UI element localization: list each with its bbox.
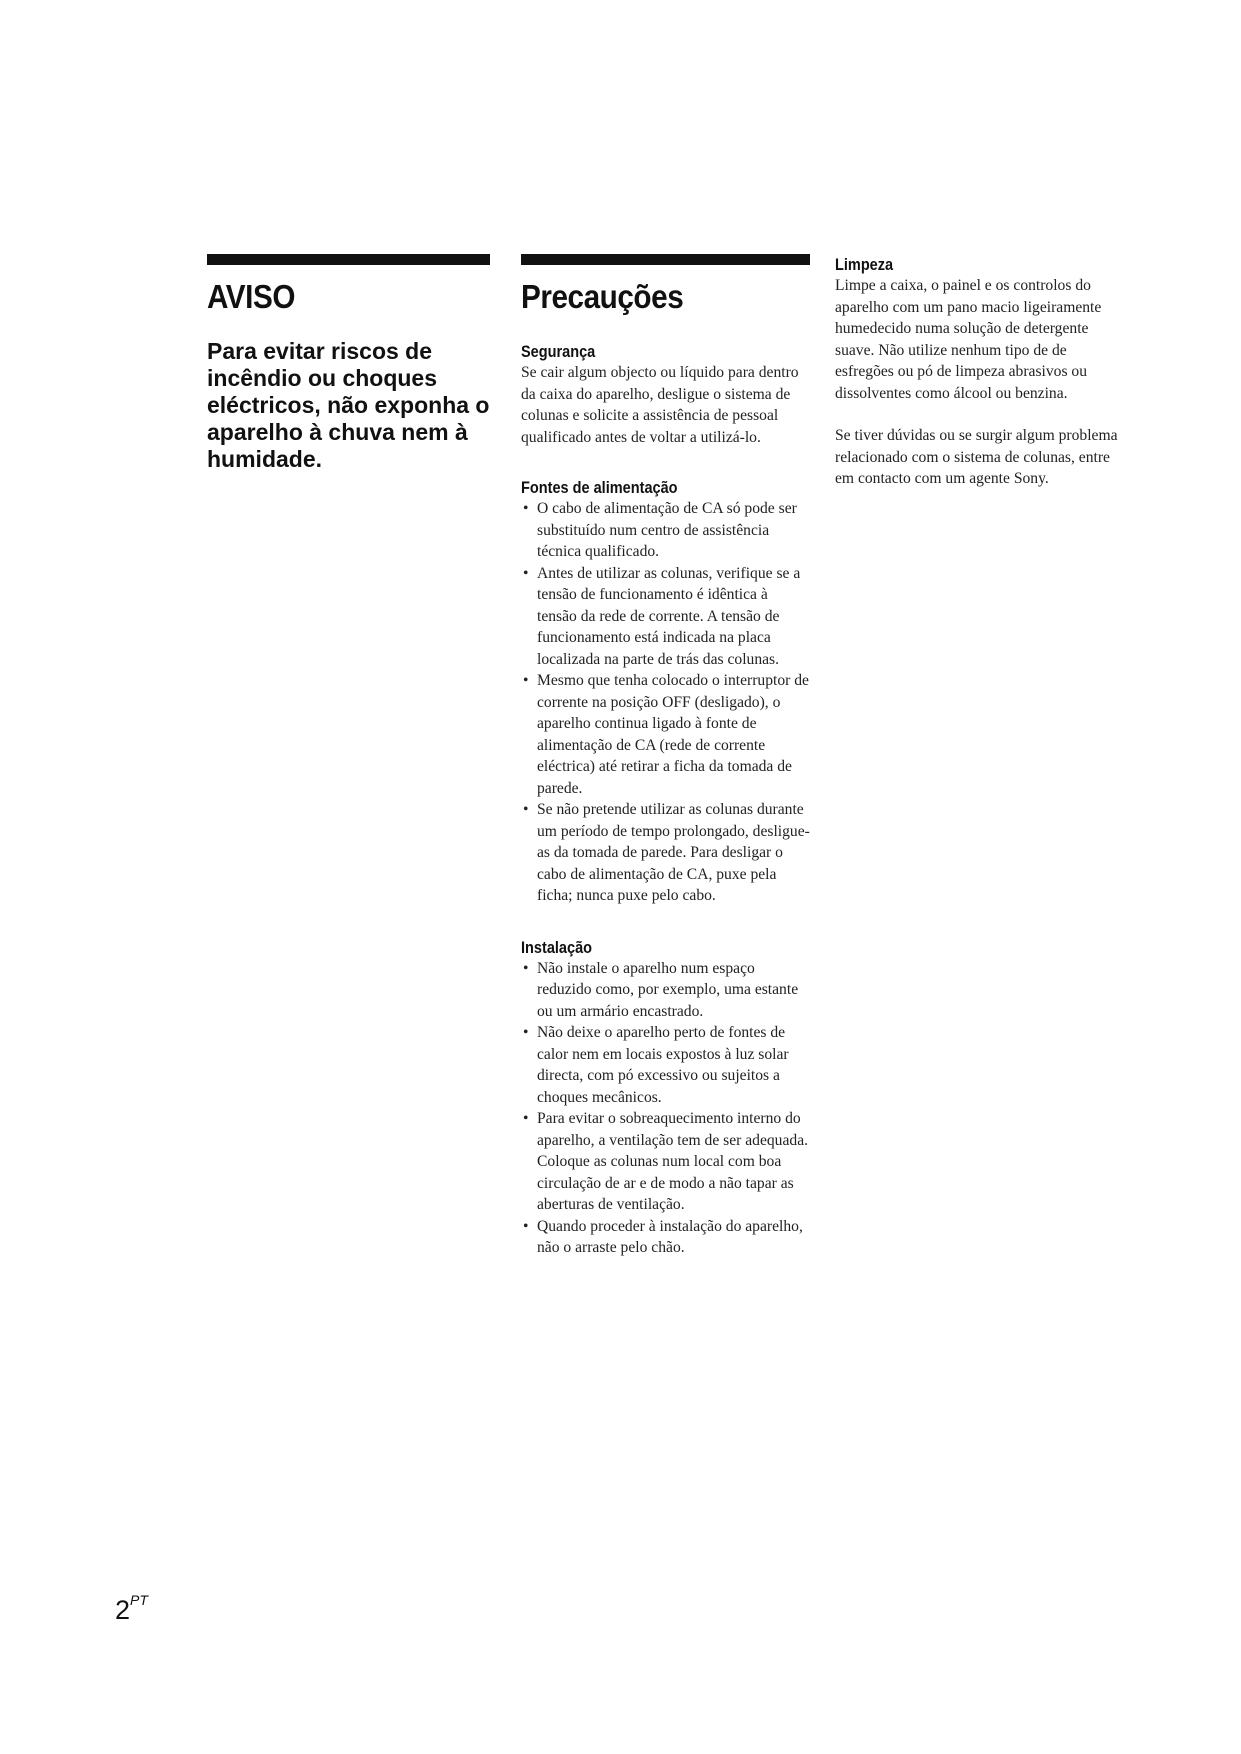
precaucoes-title: Precauções xyxy=(521,278,684,315)
section-rule xyxy=(521,254,810,265)
instalacao-heading: Instalação xyxy=(521,938,593,957)
instalacao-list xyxy=(521,958,810,1259)
list-item: • Quando proceder à instalação do aparelho, não o arraste pelo chão. xyxy=(521,1216,810,1259)
seguranca-text: Se cair algum objecto ou líquido para dentro da caixa do aparelho, desligue o sistema de colunas e solicite a assistência de pessoal qualificado antes de voltar a utilizá-lo. xyxy=(521,364,799,446)
list-item: • Para evitar o sobreaquecimento interno do aparelho, a ventilação tem de ser adequada. Coloque as colunas num local com boa circulação de ar e de modo a não tapar as aberturas de ventilação. xyxy=(521,1108,810,1216)
list-item: • Mesmo que tenha colocado o interruptor de corrente na posição OFF (desligado), o aparelho continua ligado à fonte de alimentação de CA (rede de corrente eléctrica) até retirar a ficha da tomada de parede. xyxy=(521,670,810,799)
limpeza-heading: Limpeza xyxy=(835,256,894,274)
page-number-suffix: PT xyxy=(130,1592,148,1608)
fontes-heading: Fontes de alimentação xyxy=(521,479,678,497)
list-item: • Não deixe o aparelho perto de fontes de calor nem em locais expostos à luz solar directa, com pó excessivo ou sujeitos a choques mecânicos. xyxy=(521,1022,810,1108)
list-item: • Não instale o aparelho num espaço reduzido como, por exemplo, uma estante ou um armário encastrado. xyxy=(521,958,810,1023)
page-number xyxy=(115,1592,148,1626)
instalacao-block xyxy=(521,938,810,1259)
fontes-list xyxy=(521,498,810,907)
aviso-section xyxy=(207,254,490,473)
fontes-block xyxy=(521,478,810,907)
aviso-warning: Para evitar riscos de incêndio ou choques eléctricos, não exponha o aparelho à chuva nem à humidade. xyxy=(207,338,490,472)
list-item: • Se não pretende utilizar as colunas durante um período de tempo prolongado, desligue-as da tomada de parede. Para desligar o cabo de alimentação de CA, puxe pela ficha; nunca puxe pelo cabo. xyxy=(521,799,810,907)
list-item: • O cabo de alimentação de CA só pode ser substituído num centro de assistência técnica qualificado. xyxy=(521,498,810,563)
section-rule xyxy=(207,254,490,265)
seguranca-block xyxy=(521,342,810,448)
limpeza-paragraph: Limpe a caixa, o painel e os controlos do aparelho com um pano macio ligeiramente humedecido numa solução de detergente suave. Não utilize nenhum tipo de de esfregões ou pó de limpeza abrasivos ou dissolventes como álcool ou benzina. xyxy=(835,277,1102,402)
precaucoes-section xyxy=(521,254,810,1259)
page-number-value: 2 xyxy=(115,1595,131,1625)
limpeza-section xyxy=(835,255,1127,490)
limpeza-paragraph: Se tiver dúvidas ou se surgir algum problema relacionado com o sistema de colunas, entre em contacto com um agente Sony. xyxy=(835,427,1118,487)
list-item: • Antes de utilizar as colunas, verifique se a tensão de funcionamento é idêntica à tensão da rede de corrente. A tensão de funcionamento está indicada na placa localizada na parte de trás das colunas. xyxy=(521,563,810,671)
seguranca-heading: Segurança xyxy=(521,343,596,361)
aviso-title: AVISO xyxy=(207,278,295,315)
